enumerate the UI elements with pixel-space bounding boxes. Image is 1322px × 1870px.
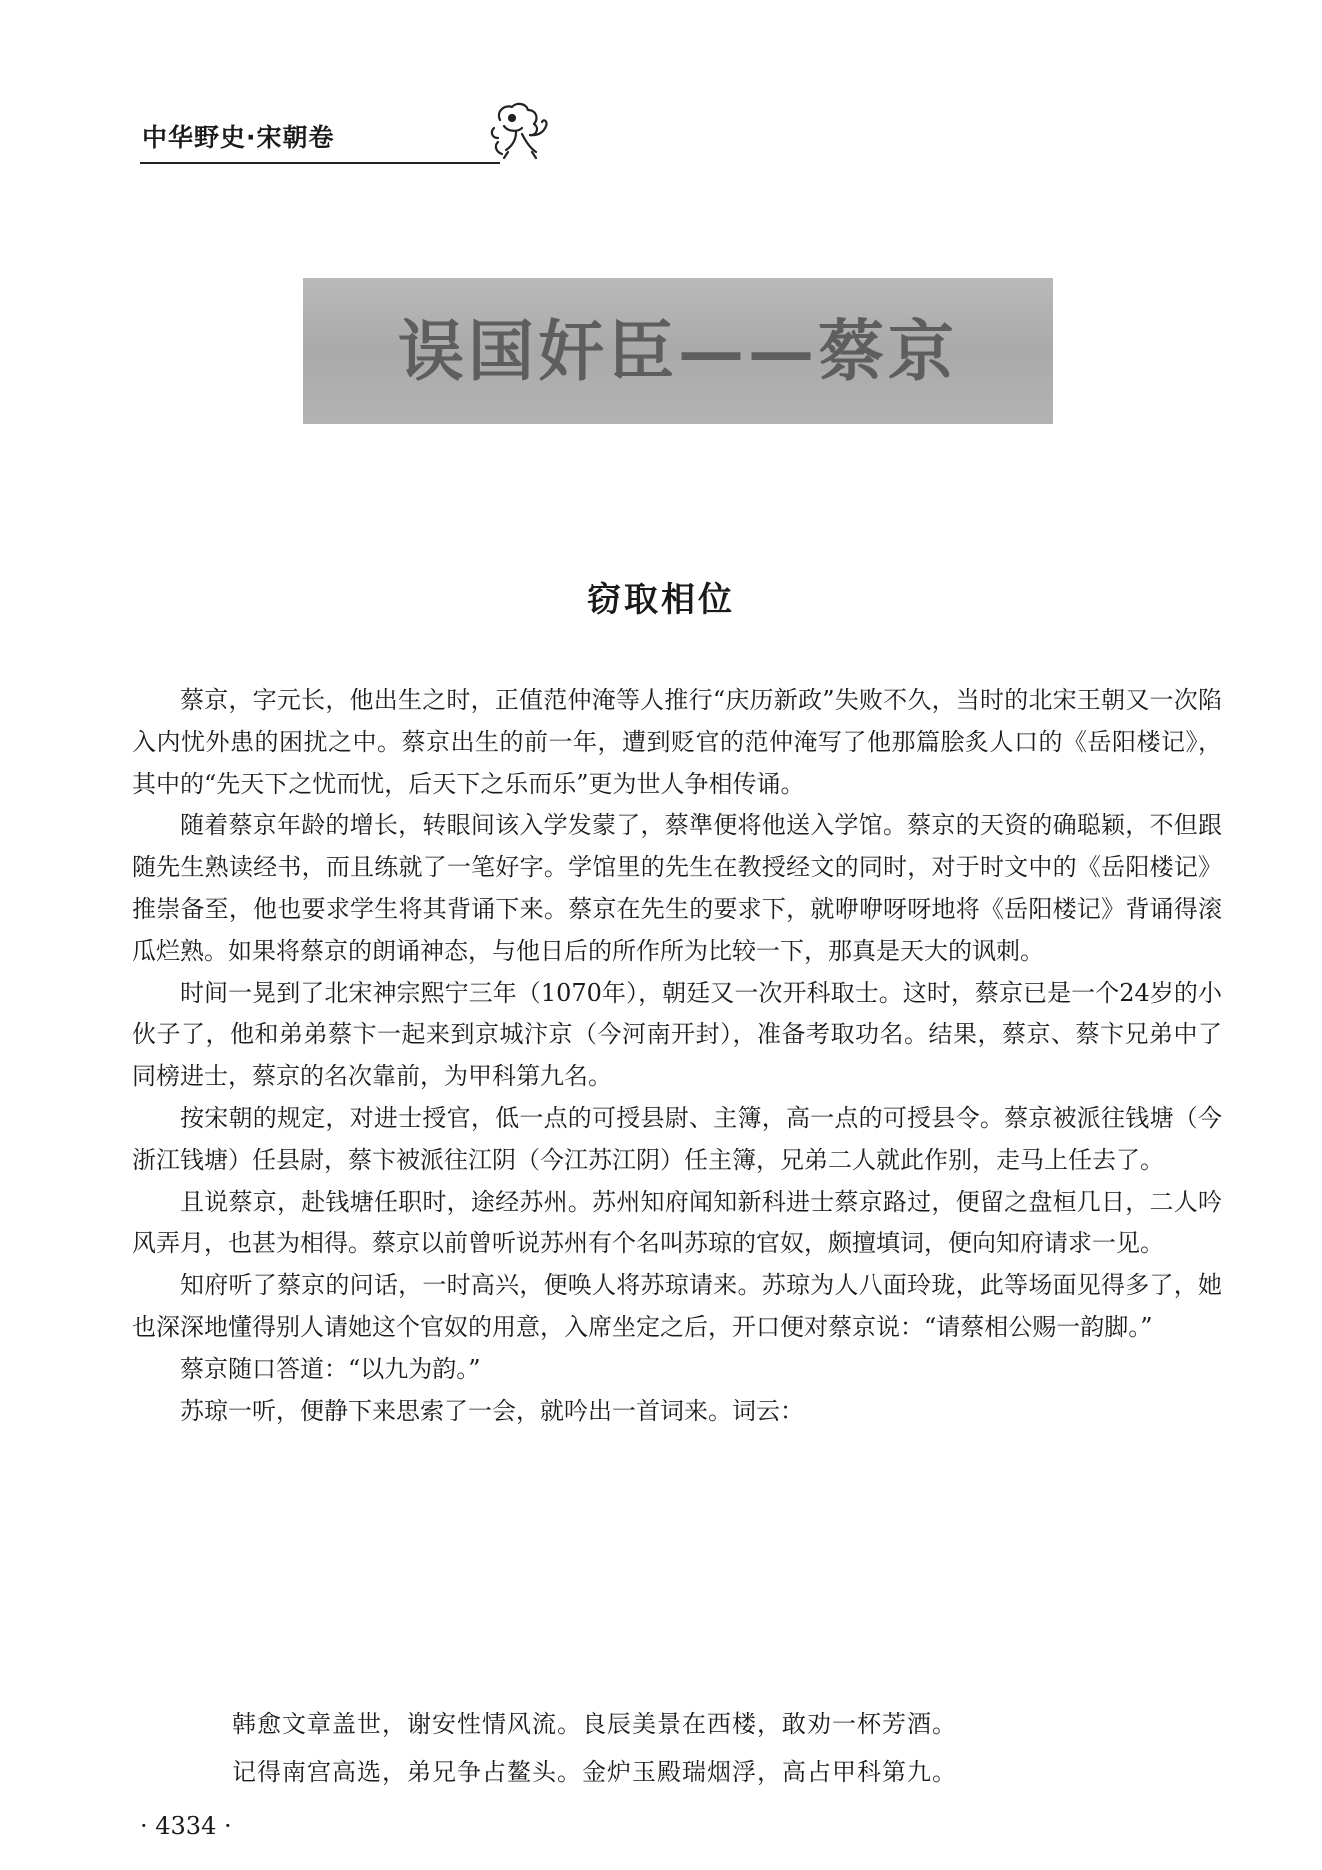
running-header <box>140 112 500 168</box>
body-text <box>132 680 1222 1432</box>
page-number: · 4334 · <box>140 1812 232 1840</box>
lion-ornament-icon <box>486 98 552 162</box>
section-title: 窃取相位 <box>587 580 735 620</box>
paragraph: 蔡京，字元长，他出生之时，正值范仲淹等人推行“庆历新政”失败不久，当时的北宋王朝又一次陷入内忧外患的困扰之中。蔡京出生的前一年，遭到贬官的范仲淹写了他那篇脍炙人口的《岳阳楼记》，其中的“先天下之忧而忧，后天下之乐而乐”更为世人争相传诵。 <box>132 686 1222 798</box>
paragraph: 知府听了蔡京的问话，一时高兴，便唤人将苏琼请来。苏琼为人八面玲珑，此等场面见得多了，她也深深地懂得别人请她这个官奴的用意，入席坐定之后，开口便对蔡京说：“请蔡相公赐一韵脚。” <box>132 1271 1222 1341</box>
header-rule <box>140 162 500 164</box>
paragraph: 蔡京随口答道：“以九为韵。” <box>180 1354 481 1383</box>
series-title: 中华野史·宋朝卷 <box>142 123 335 152</box>
chapter-title: 误国奸臣——蔡京 <box>398 312 958 390</box>
poem-line: 韩愈文章盖世，谢安性情风流。良辰美景在西楼，敢劝一杯芳酒。 <box>232 1710 957 1738</box>
paragraph: 且说蔡京，赴钱塘任职时，途经苏州。苏州知府闻知新科进士蔡京路过，便留之盘桓几日，二人吟风弄月，也甚为相得。蔡京以前曾听说苏州有个名叫苏琼的官奴，颇擅填词，便向知府请求一见。 <box>132 1187 1222 1258</box>
chapter-banner <box>303 278 1053 424</box>
paragraph: 按宋朝的规定，对进士授官，低一点的可授县尉、主簿，高一点的可授县令。蔡京被派往钱塘（今浙江钱塘）任县尉，蔡卞被派往江阴（今江苏江阴）任主簿，兄弟二人就此作别，走马上任去了。 <box>132 1103 1222 1174</box>
paragraph: 苏琼一听，便静下来思索了一会，就吟出一首词来。词云： <box>180 1396 804 1425</box>
poem-block <box>232 1700 1222 1796</box>
paragraph: 时间一晃到了北宋神宗熙宁三年（1070年），朝廷又一次开科取士。这时，蔡京已是一个24岁的小伙子了，他和弟弟蔡卞一起来到京城汴京（今河南开封），准备考取功名。结果，蔡京、蔡卞兄弟中了同榜进士，蔡京的名次靠前，为甲科第九名。 <box>132 978 1222 1091</box>
poem-line: 记得南宫高选，弟兄争占鳌头。金炉玉殿瑞烟浮，高占甲科第九。 <box>232 1758 957 1786</box>
paragraph: 随着蔡京年龄的增长，转眼间该入学发蒙了，蔡準便将他送入学馆。蔡京的天资的确聪颖，不但跟随先生熟读经书，而且练就了一笔好字。学馆里的先生在教授经文的同时，对于时文中的《岳阳楼记》推崇备至，他也要求学生将其背诵下来。蔡京在先生的要求下，就咿咿呀呀地将《岳阳楼记》背诵得滚瓜烂熟。如果将蔡京的朗诵神态，与他日后的所作所为比较一下，那真是天大的讽刺。 <box>132 811 1222 965</box>
